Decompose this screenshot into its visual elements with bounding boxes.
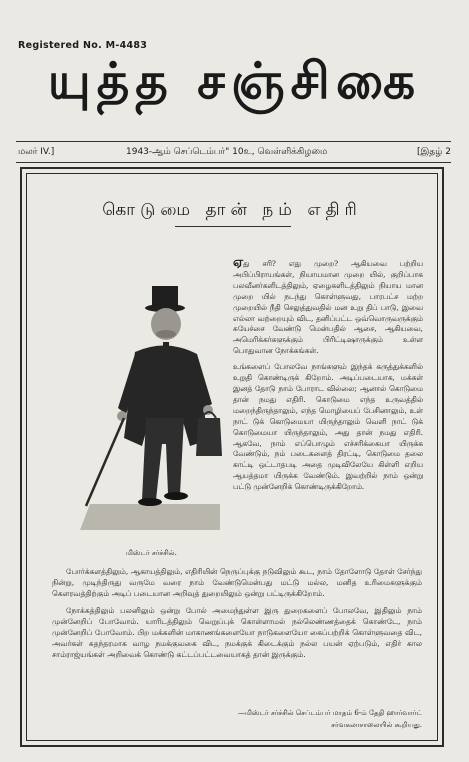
- issue-number: [இதழ் 2: [417, 147, 451, 157]
- issue-rule: [16, 162, 451, 163]
- masthead-rule: [16, 141, 451, 142]
- article-right-column: [233, 255, 423, 498]
- issue-volume: மலர் IV.]: [18, 147, 55, 157]
- article-paragraph-4: நோக்கத்திலும் பலனிலும் ஒன்று போல் அமைந்துள்ள இரு துறைகளைப் போலவே, இதிலும் நாம் முன்னேறிப் போவோம். யாரிடத்திலும் வெறுப்புக் கொள்ளாமல் நல்லெண்ணத்தைக் கொண்டே, நாம் முன்னேறிப் போவோம். பிற மக்களின் மாகாணங்களையோ நாடுகளையோ கைப்பற்றிக் கொள்ளுவதை விட, அவர்கள் சுதந்தரமாக வாழ நமக்குவகை விட, நமக்குக் கிடைக்கும் நல்ல பயன் ஏற்படும், எதிர் கால சாம்ராஜ்யங்கள் அறிவைக் கொண்டு கட்டப்பட்டவையாகத் தான் இருக்கும்.: [52, 606, 422, 659]
- article-title: கொடுமை தான் நம் எதிரி: [102, 200, 362, 220]
- article-full-width-text: [52, 566, 422, 666]
- issue-info-row: [18, 147, 451, 161]
- article-paragraph-2: உங்களைப் போலவே நாங்களும் இந்தக் கருத்துக்களில் உறுதி கொண்டிருக் கிறோம். அடிப்படையாக, மக்கள் இனத் தோடு நாம் போராட வில்லை; ஆனால் கொடுமை தான் நமது எதிரி. கொடுமை எந்த உருவத்தில் மறைந்திருந்தாலும், எந்த மொழியைப் பேசினாலும், உள் நாட் டுக் கொடுமையா யிருந்தாலும் வெளி நாட் டுக் கொடுமையா யிருந்தாலும், அது தான் நமது எதிரி. ஆகவே, நாம் எப்பொழும் எச்சரிக்கையா யிருக்க வேண்டும், நம் படைகளைத் திரட்டி, கொடுமை தலை காட்டி ஒட்டாதபடி அதை முடிவிலேயே கிள்ளி எறிய ஆயத்தமா யிருக்க வேண்டும். இவற்றில் நாம் ஒன்று பட்டு முன்னேறிக் கொண்டிருக்கிறோம்.: [233, 362, 423, 492]
- churchill-photo: [80, 268, 225, 530]
- registration-number: Registered No. M-4483: [18, 40, 148, 51]
- issue-date: 1943-ஆம் செப்டெம்பர்" 10உ, வெள்ளிக்கிழமை: [126, 147, 328, 157]
- article-attribution: —மிஸ்டர் சர்ச்சில் செப்டம்பர் மாதம் 6-ம் தேதி ஹார்வார்ட் சர்வகலாசாலையில் கூறியது.: [238, 709, 422, 729]
- article-paragraph-1: ஏது சரி? எது முறை? ஆகியவை பற்றிய அபிப்பிராயங்கள், நியாயமான முறை யில், குறிப்பாக பலவீனர்களிடத்திலும், ஏழைகளிடத்திலும் நியாய மான முறை யில் நடந்து கொள்ளுவது, பாரபட்ச மற்ற முறையில் நீதி செலுத்துவதில் மன உறு திப் பாடு, இவை எல்லா வற்றையும் விட, தனிப்பட்ட ஒவ்வொருவருக்கும் சுயேச்சை வேண்டு மென்பதில் ஆசை, ஆகியவை, அமெரிக்கர்களுக்கும் பிரிட்டிஷாருக்கும் உள்ள பொதுவான நோக்கங்கள்.: [233, 255, 423, 356]
- photo-caption: மிஸ்டர் சர்ச்சில்.: [126, 549, 177, 557]
- masthead-title: யுத்த சஞ்சிகை: [47, 52, 422, 110]
- article-paragraph-3: போர்க்களத்திலும், ஆகாயத்திலும், எதிரியின் நெருப்புக்கு நடுவிலும் கூட, நாம் தோளோடு தோள் சேர்ந்து நின்று, முடிந்திருது வருமே வரை நாம் வேண்டுமென்பது மட்டு மல்ல, மனித உரிமைகளுக்கும் கௌரவத்திற்கும் அடிப் படையான அறிவுத் துறையிலும் ஒன்று பட்டிருக்கிறோம்.: [52, 567, 422, 598]
- article-dropcap: ஏ: [233, 255, 244, 270]
- title-underline: [175, 226, 291, 227]
